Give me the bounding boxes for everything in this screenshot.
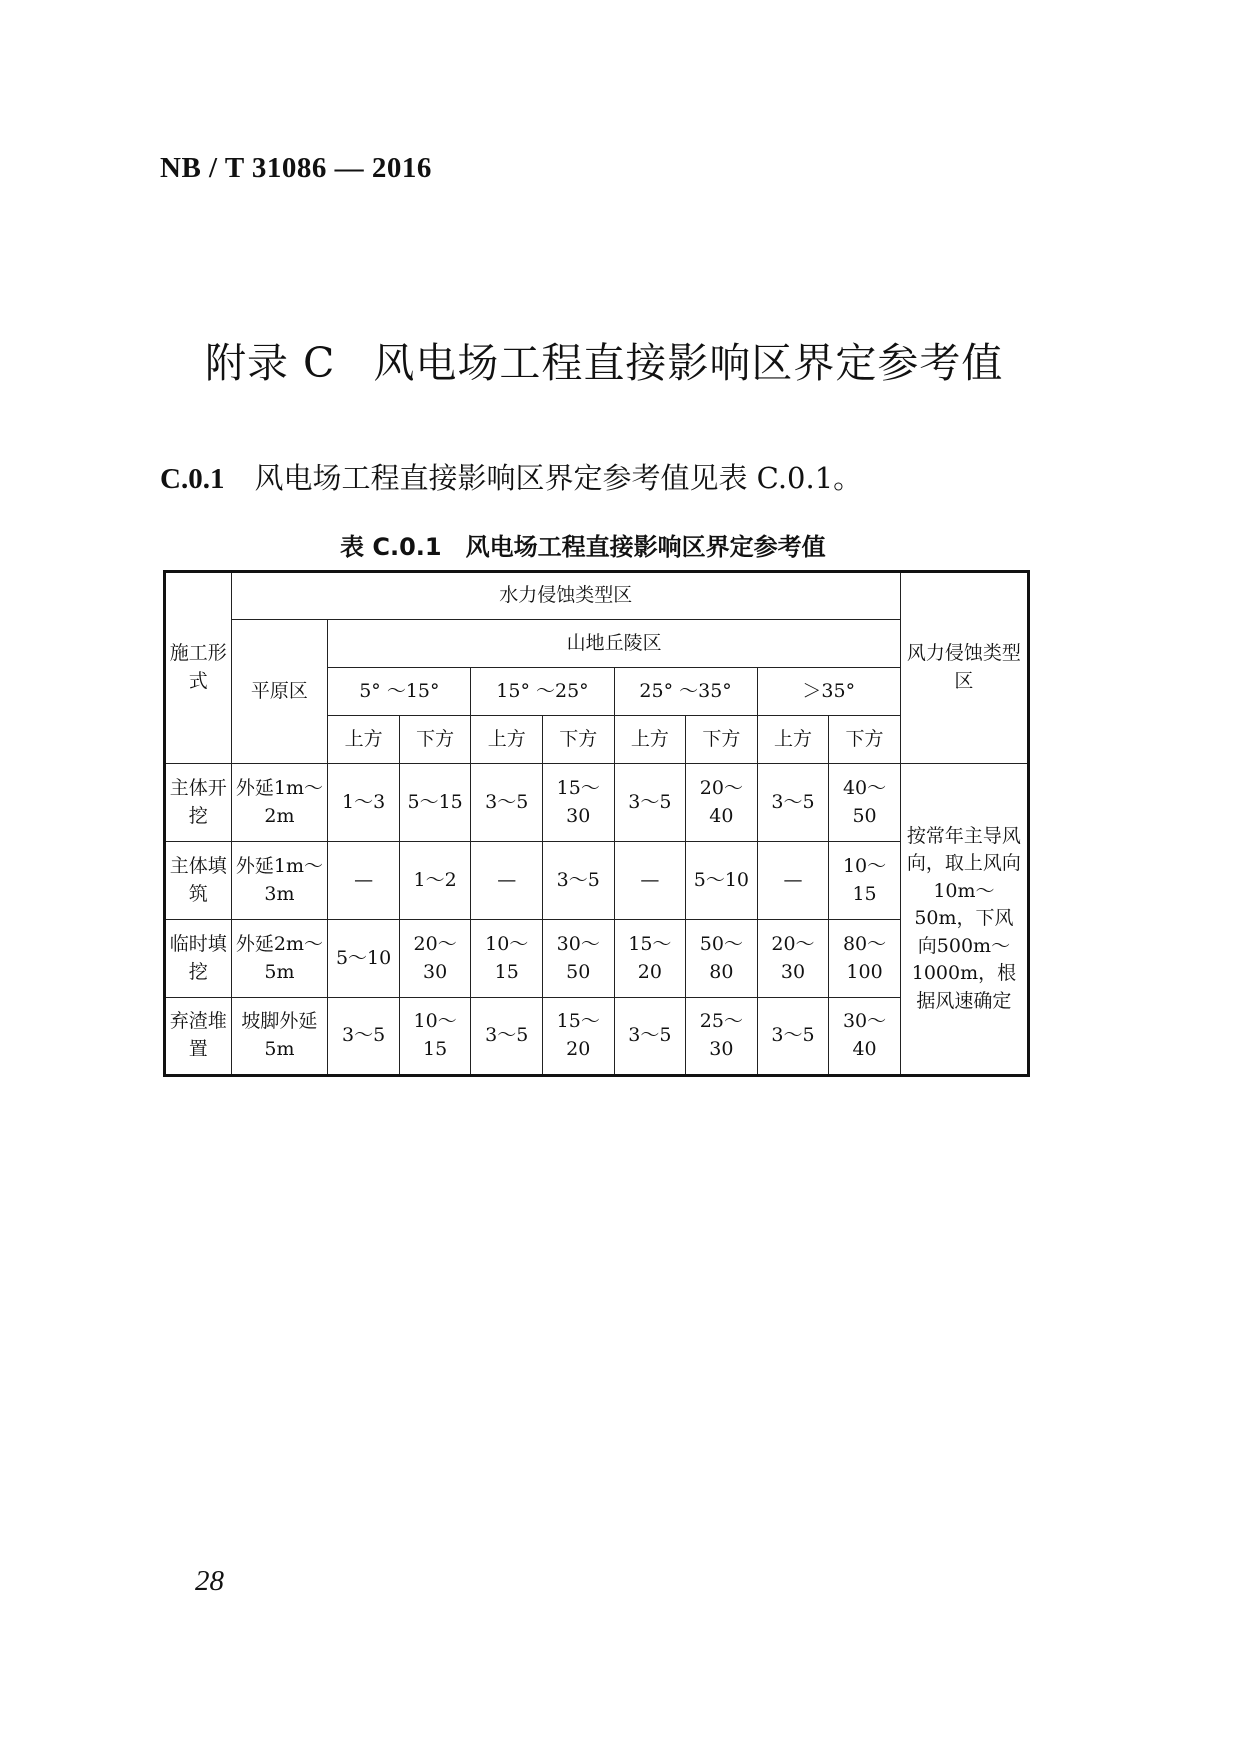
value-cell: — (757, 842, 829, 920)
header-wind-erosion: 风力侵蚀类型区 (900, 572, 1028, 764)
value-cell: 3～5 (614, 764, 686, 842)
table-caption (340, 527, 826, 562)
header-plain: 平原区 (231, 620, 328, 764)
appendix-title-text: 风电场工程直接影响区界定参考值 (373, 339, 1004, 387)
value-cell: 20～40 (686, 764, 758, 842)
header-construction-form: 施工形式 (165, 572, 232, 764)
header-downslope: 下方 (542, 716, 614, 764)
value-cell: 10～15 (471, 920, 543, 998)
table-caption-number: 表 C.0.1 (340, 533, 442, 561)
value-cell: 25～30 (686, 998, 758, 1076)
header-downslope: 下方 (829, 716, 901, 764)
value-cell: 15～20 (614, 920, 686, 998)
wind-erosion-remark: 按常年主导风向，取上风向10m～50m，下风向500m～1000m，根据风速确定 (900, 764, 1028, 1076)
header-upslope: 上方 (757, 716, 829, 764)
page-number: 28 (195, 1565, 224, 1597)
row-plain: 坡脚外延5m (231, 998, 328, 1076)
value-cell: 30～50 (542, 920, 614, 998)
value-cell: — (614, 842, 686, 920)
value-cell: 10～15 (829, 842, 901, 920)
appendix-label: 附录 C (205, 339, 336, 387)
header-slope: ＞35° (757, 668, 900, 716)
row-plain: 外延1m～3m (231, 842, 328, 920)
header-upslope: 上方 (471, 716, 543, 764)
header-slope: 25° ～35° (614, 668, 757, 716)
header-slope: 5° ～15° (328, 668, 471, 716)
header-downslope: 下方 (399, 716, 471, 764)
header-row-1 (165, 572, 1029, 620)
header-row-2 (165, 620, 1029, 668)
row-form: 主体填筑 (165, 842, 232, 920)
value-cell: 3～5 (757, 764, 829, 842)
header-water-erosion: 水力侵蚀类型区 (231, 572, 900, 620)
standard-code: NB / T 31086 — 2016 (160, 152, 432, 184)
value-cell: 5～10 (328, 920, 400, 998)
row-plain: 外延2m～5m (231, 920, 328, 998)
row-form: 主体开挖 (165, 764, 232, 842)
value-cell: — (328, 842, 400, 920)
value-cell: — (471, 842, 543, 920)
header-upslope: 上方 (328, 716, 400, 764)
value-cell: 30～40 (829, 998, 901, 1076)
value-cell: 10～15 (399, 998, 471, 1076)
row-form: 弃渣堆置 (165, 998, 232, 1076)
value-cell: 15～20 (542, 998, 614, 1076)
table-row (165, 920, 1029, 998)
value-cell: 5～10 (686, 842, 758, 920)
table-caption-title: 风电场工程直接影响区界定参考值 (465, 533, 826, 561)
reference-table (163, 570, 1030, 1077)
value-cell: 1～2 (399, 842, 471, 920)
value-cell: 5～15 (399, 764, 471, 842)
header-downslope: 下方 (686, 716, 758, 764)
clause-paragraph (160, 456, 862, 497)
value-cell: 3～5 (542, 842, 614, 920)
clause-number: C.0.1 (160, 463, 225, 495)
value-cell: 3～5 (328, 998, 400, 1076)
value-cell: 3～5 (471, 998, 543, 1076)
value-cell: 15～30 (542, 764, 614, 842)
value-cell: 20～30 (399, 920, 471, 998)
value-cell: 3～5 (757, 998, 829, 1076)
value-cell: 40～50 (829, 764, 901, 842)
value-cell: 20～30 (757, 920, 829, 998)
value-cell: 80～100 (829, 920, 901, 998)
value-cell: 3～5 (471, 764, 543, 842)
value-cell: 3～5 (614, 998, 686, 1076)
table-row (165, 842, 1029, 920)
value-cell: 50～80 (686, 920, 758, 998)
appendix-title (205, 330, 1003, 389)
row-form: 临时填挖 (165, 920, 232, 998)
header-upslope: 上方 (614, 716, 686, 764)
header-slope: 15° ～25° (471, 668, 614, 716)
value-cell: 1～3 (328, 764, 400, 842)
table-row (165, 998, 1029, 1076)
table-row (165, 764, 1029, 842)
clause-text: 风电场工程直接影响区界定参考值见表 C.0.1。 (254, 461, 863, 495)
header-mountain: 山地丘陵区 (328, 620, 901, 668)
row-plain: 外延1m～2m (231, 764, 328, 842)
